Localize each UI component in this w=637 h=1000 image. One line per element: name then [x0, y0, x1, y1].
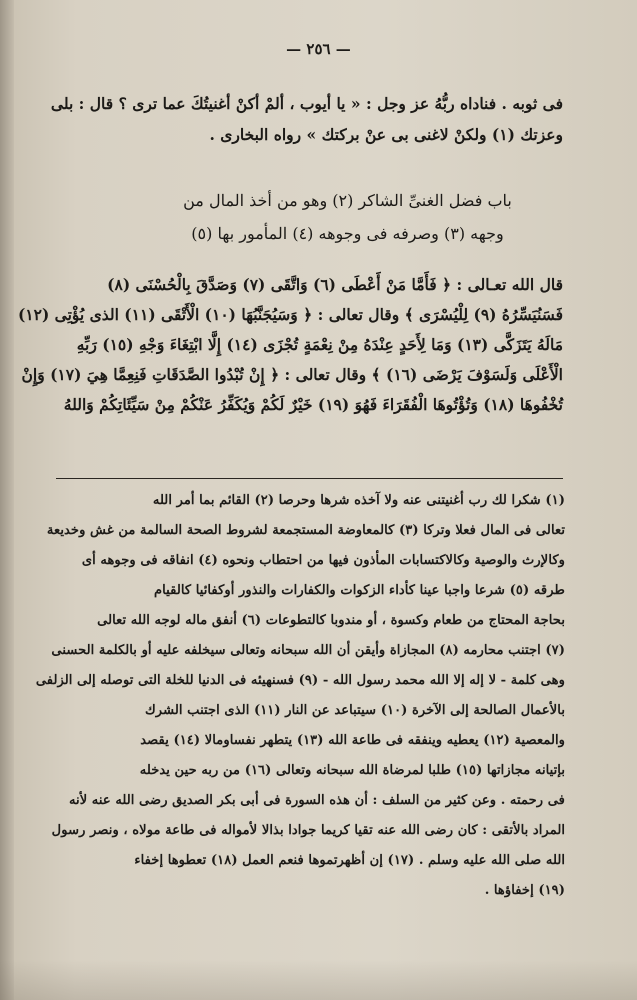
quran-verses [17, 270, 563, 420]
footnote-line: (١٩) إخفاؤها . [484, 883, 565, 898]
footnote-line: تعالى فى المال فعلا وتركا (٣) كالمعاوضة المستجمعة لشروط الصحة السالمة من غش وخديعة [46, 523, 565, 538]
text-line: وعزتك (١) ولكنْ لاغنى بى عنْ بركتك » رواه البخارى . [209, 125, 563, 144]
footnote-line: (٧) اجتنب محارمه (٨) المجازاة وأيقن أن الله سبحانه وتعالى سيخلفه عليه أو بالكلمة الحسنى [51, 643, 565, 658]
book-spine-shadow [0, 0, 14, 1000]
footnote-line: والمعصية (١٢) يعطيه وينفقه فى طاعة الله (١٣) يتطهر نفساومالا (١٤) يقصد [140, 733, 565, 748]
footnote-line: (١) شكرا لك رب أغنيتنى عنه ولا آخذه شرها وحرصا (٢) القائم بما أمر الله [152, 493, 565, 508]
chapter-title-line: باب فضل الغنىِّ الشاكر (٢) وهو من أخذ المال من [183, 191, 512, 210]
chapter-title [150, 184, 545, 250]
footnote-divider [56, 478, 563, 479]
verse-line: مَالَهُ يَتَزَكَّى (١٣) وَمَا لِأَحَدٍ عِنْدَهُ مِنْ نِعْمَةٍ تُجْزَى (١٤) إِلَّا ابْتِغَاءَ وَجْهِ (١٥) رَبِّهِ [76, 335, 563, 354]
verse-line: الْأَعْلَى وَلَسَوْفَ يَرْضَى (١٦) ﴾ وقال تعالى : ﴿ إِنْ تُبْدُوا الصَّدَقَاتِ فَنِعِمَّا هِيَ (١٧) وَإِنْ [21, 365, 563, 384]
footnote-line: بالأعمال الصالحة إلى الآخرة (١٠) سيتباعد عن النار (١١) الذى اجتنب الشرك [144, 703, 565, 718]
page-number: — ٢٥٦ — [286, 40, 351, 58]
verse-line: فَسَنُيَسِّرُهُ (٩) لِلْيُسْرَى ﴾ وقال تعالى : ﴿ وَسَيُجَنَّبُهَا (١٠) الْأَتْقَى (١١) الذى يُؤْتِى (١٢) [17, 305, 563, 324]
text-line: فى ثوبه . فناداه ربُّهُ عز وجل : « يا أيوب ، ألمْ أكنْ أغنيتُكَ عما ترى ؟ قال : بلى [50, 94, 563, 113]
footnote-line: فى رحمته . وعن كثير من السلف : أن هذه السورة فى أبى بكر الصديق رضى الله عنه لأنه [68, 793, 565, 808]
footnote-line: طرقه (٥) شرعا واجبا عينا كأداء الزكوات والكفارات والنذور أوكفائيا كالقيام [153, 583, 565, 598]
footnote-line: بإتيانه مجازاتها (١٥) طلبا لمرضاة الله سبحانه وتعالى (١٦) من ربه حين يدخله [139, 763, 565, 778]
footnote-line: وهى كلمة - لا إله إلا الله محمد رسول الله - (٩) فسنهيئه فى الدنيا للخلة التى توصله إلى الزلفى [35, 673, 565, 688]
footnote-line: وكالإرث والوصية وكالاكتسابات المأذون فيها من احتطاب ونحوه (٤) انفاقه فى وجوهه أى [81, 553, 565, 568]
chapter-title-line: وجهه (٣) وصرفه فى وجوهه (٤) المأمور بها (٥) [191, 224, 504, 243]
footnote-line: المراد بالأتقى : كان رضى الله عنه تقيا كريما جوادا بذالا لأمواله فى طاعة مولاه ، ونصر رسول [51, 823, 565, 838]
top-paragraph [50, 88, 563, 150]
footnotes [35, 486, 565, 906]
verse-line: تُخْفُوهَا (١٨) وَتُؤْتُوهَا الْفُقَرَاءَ فَهُوَ (١٩) خَيْرٌ لَكُمْ وَيُكَفِّرُ عَنْكُمْ مِنْ سَيِّئَاتِكُمْ وَاللهُ [63, 395, 563, 414]
footnote-line: الله صلى الله عليه وسلم . (١٧) إن أظهرتموها فنعم العمل (١٨) تعطوها إخفاء [134, 853, 565, 868]
verse-line: قال الله تعـالى : ﴿ فَأَمَّا مَنْ أَعْطَى (٦) وَاتَّقَى (٧) وَصَدَّقَ بِالْحُسْنَى (٨) [107, 275, 563, 294]
footnote-line: بحاجة المحتاج من طعام وكسوة ، أو مندوبا كالتطوعات (٦) أنفق ماله لوجه الله تعالى [97, 613, 565, 628]
page-bottom-shadow [0, 960, 637, 1000]
